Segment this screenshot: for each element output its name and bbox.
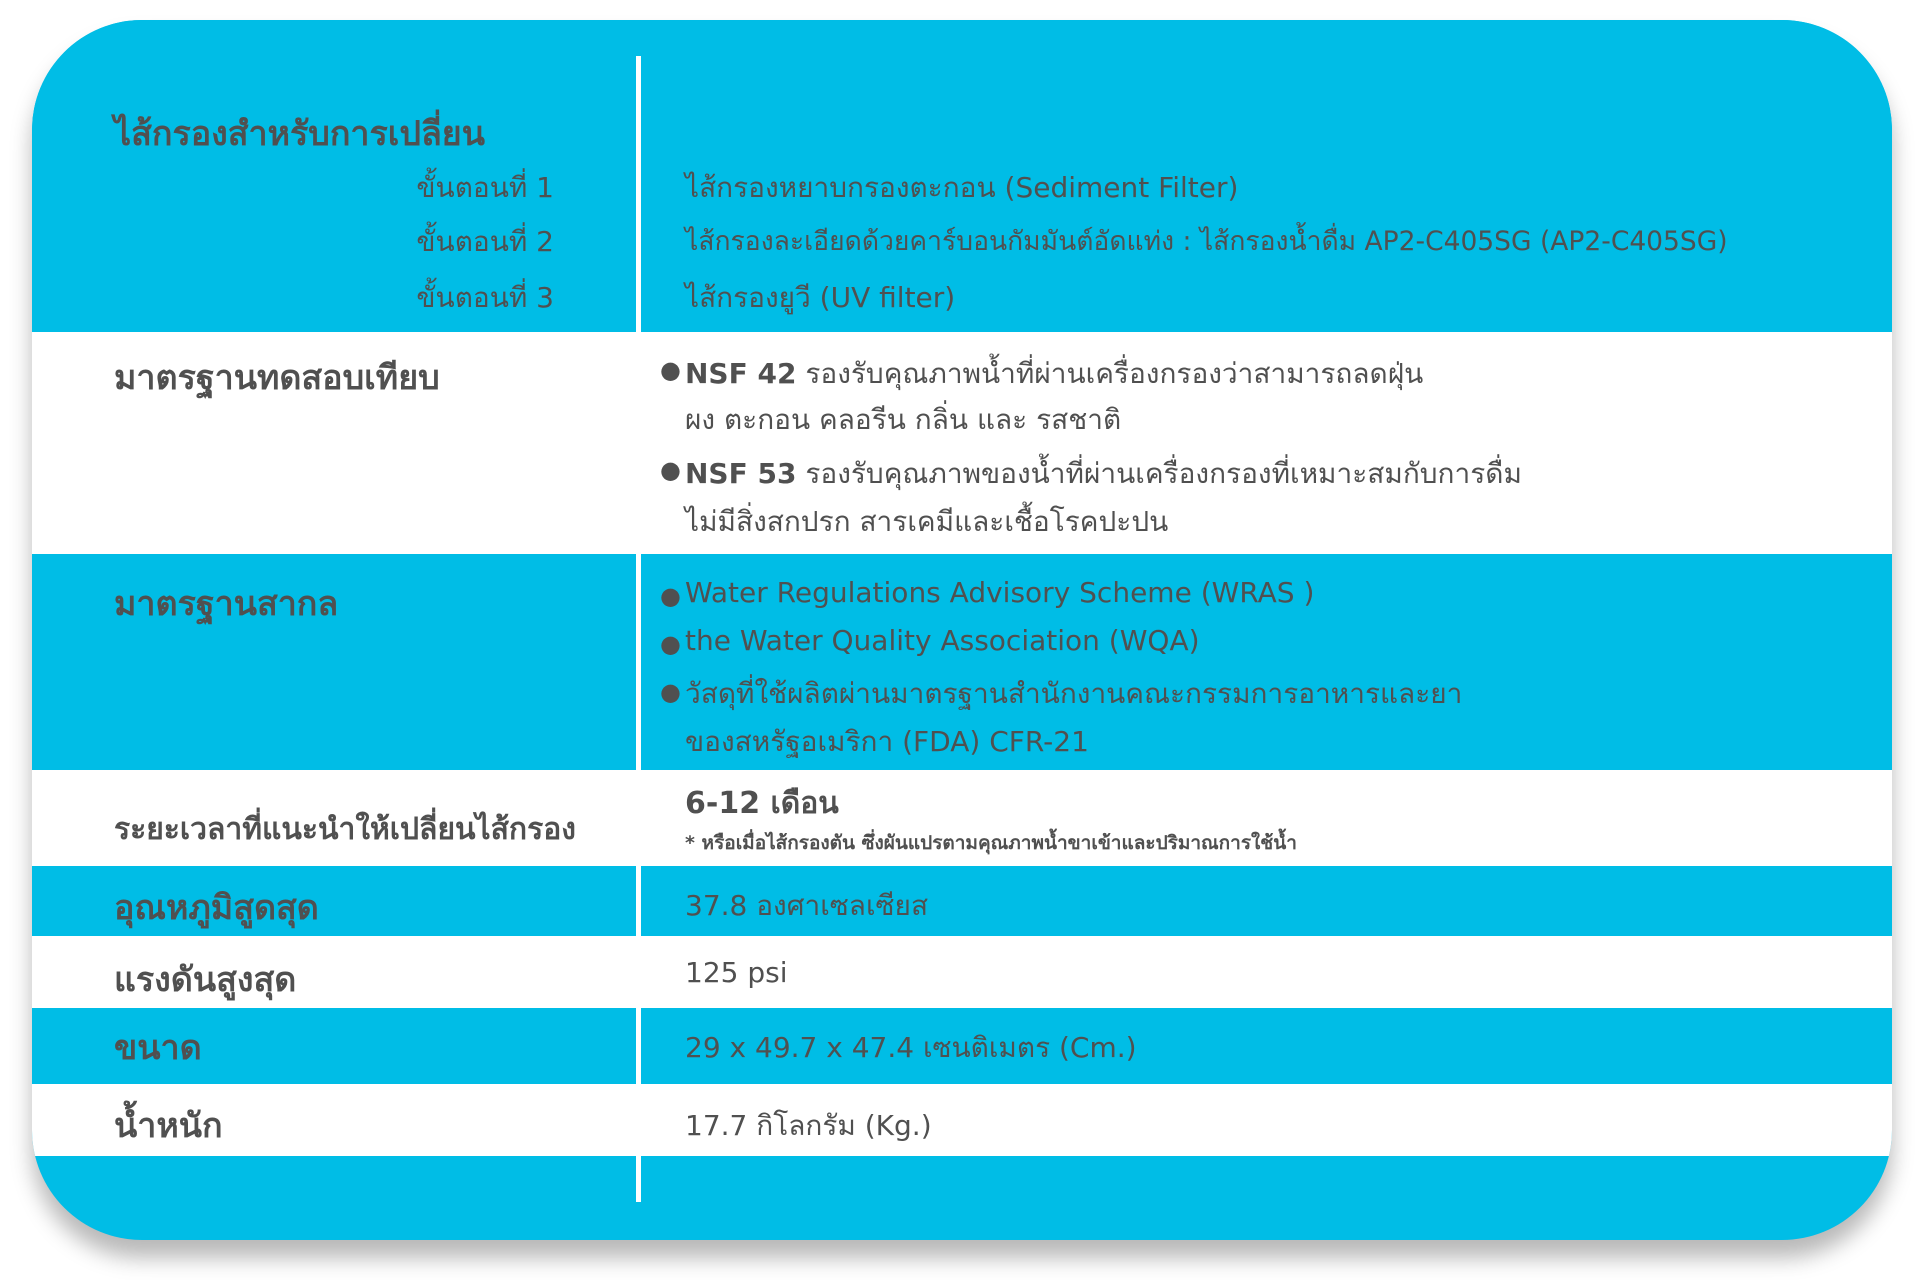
change-period-value: 6-12 เดือน bbox=[685, 786, 839, 821]
stage-3-value: ไส้กรองยูวี (UV filter) bbox=[685, 281, 956, 314]
weight-label: น้ำหนัก bbox=[114, 1106, 223, 1146]
nsf42-line1 bbox=[685, 352, 1423, 396]
change-period-note: * หรือเมื่อไส้กรองตัน ซึ่งผันแปรตามคุณภาพน้ำขาเข้าและปริมาณการใช้น้ำ bbox=[685, 832, 1297, 854]
bullet-icon: ● bbox=[660, 356, 681, 384]
max-pressure-label: แรงดันสูงสุด bbox=[114, 960, 297, 1000]
bullet-icon: ● bbox=[660, 678, 681, 706]
test-standard-label: มาตรฐานทดสอบเทียบ bbox=[114, 358, 440, 398]
intl-standard-label: มาตรฐานสากล bbox=[114, 584, 339, 624]
max-pressure-value: 125 psi bbox=[685, 956, 788, 989]
wras-item: Water Regulations Advisory Scheme (WRAS ) bbox=[685, 576, 1315, 609]
stage-2-value: ไส้กรองละเอียดด้วยคาร์บอนกัมมันต์อัดแท่ง : ไส้กรองน้ำดื่ม AP2-C405SG (AP2-C405SG) bbox=[685, 226, 1728, 257]
stage-1-value: ไส้กรองหยาบกรองตะกอน (Sediment Filter) bbox=[685, 171, 1239, 204]
nsf42-line2: ผง ตะกอน คลอรีน กลิ่น และ รสชาติ bbox=[685, 403, 1122, 436]
nsf42-text: รองรับคุณภาพน้ำที่ผ่านเครื่องกรองว่าสามารถลดฝุ่น bbox=[796, 357, 1424, 390]
fda-line2: ของสหรัฐอเมริกา (FDA) CFR-21 bbox=[685, 725, 1089, 758]
bullet-icon: ● bbox=[660, 456, 681, 484]
max-temp-label: อุณหภูมิสูดสุด bbox=[114, 888, 319, 928]
stage-2-label: ขั้นตอนที่ 2 bbox=[416, 225, 554, 258]
nsf42-code: NSF 42 bbox=[685, 357, 797, 390]
nsf53-code: NSF 53 bbox=[685, 457, 797, 490]
wqa-item: the Water Quality Association (WQA) bbox=[685, 624, 1200, 657]
nsf53-line2: ไม่มีสิ่งสกปรก สารเคมีและเชื้อโรคปะปน bbox=[685, 505, 1169, 538]
nsf53-line1 bbox=[685, 452, 1522, 496]
row-max-pressure-bg bbox=[32, 936, 1892, 1008]
change-period-label: ระยะเวลาที่แนะนำให้เปลี่ยนไส้กรอง bbox=[114, 812, 576, 847]
size-value: 29 x 49.7 x 47.4 เซนติเมตร (Cm.) bbox=[685, 1031, 1137, 1064]
row-weight-bg bbox=[32, 1084, 1892, 1156]
filters-label: ไส้กรองสำหรับการเปลี่ยน bbox=[114, 114, 485, 154]
size-label: ขนาด bbox=[114, 1028, 202, 1068]
stage-3-label: ขั้นตอนที่ 3 bbox=[416, 281, 554, 314]
nsf53-text: รองรับคุณภาพของน้ำที่ผ่านเครื่องกรองที่เหมาะสมกับการดื่ม bbox=[796, 457, 1522, 490]
column-divider bbox=[636, 56, 641, 1202]
bullet-icon: ● bbox=[660, 582, 681, 610]
stage-1-label: ขั้นตอนที่ 1 bbox=[416, 171, 554, 204]
fda-line1: วัสดุที่ใช้ผลิตผ่านมาตรฐานสำนักงานคณะกรรมการอาหารและยา bbox=[685, 677, 1463, 710]
bullet-icon: ● bbox=[660, 630, 681, 658]
spec-table bbox=[32, 20, 1892, 1240]
weight-value: 17.7 กิโลกรัม (Kg.) bbox=[685, 1109, 932, 1142]
max-temp-value: 37.8 องศาเซลเซียส bbox=[685, 889, 929, 922]
